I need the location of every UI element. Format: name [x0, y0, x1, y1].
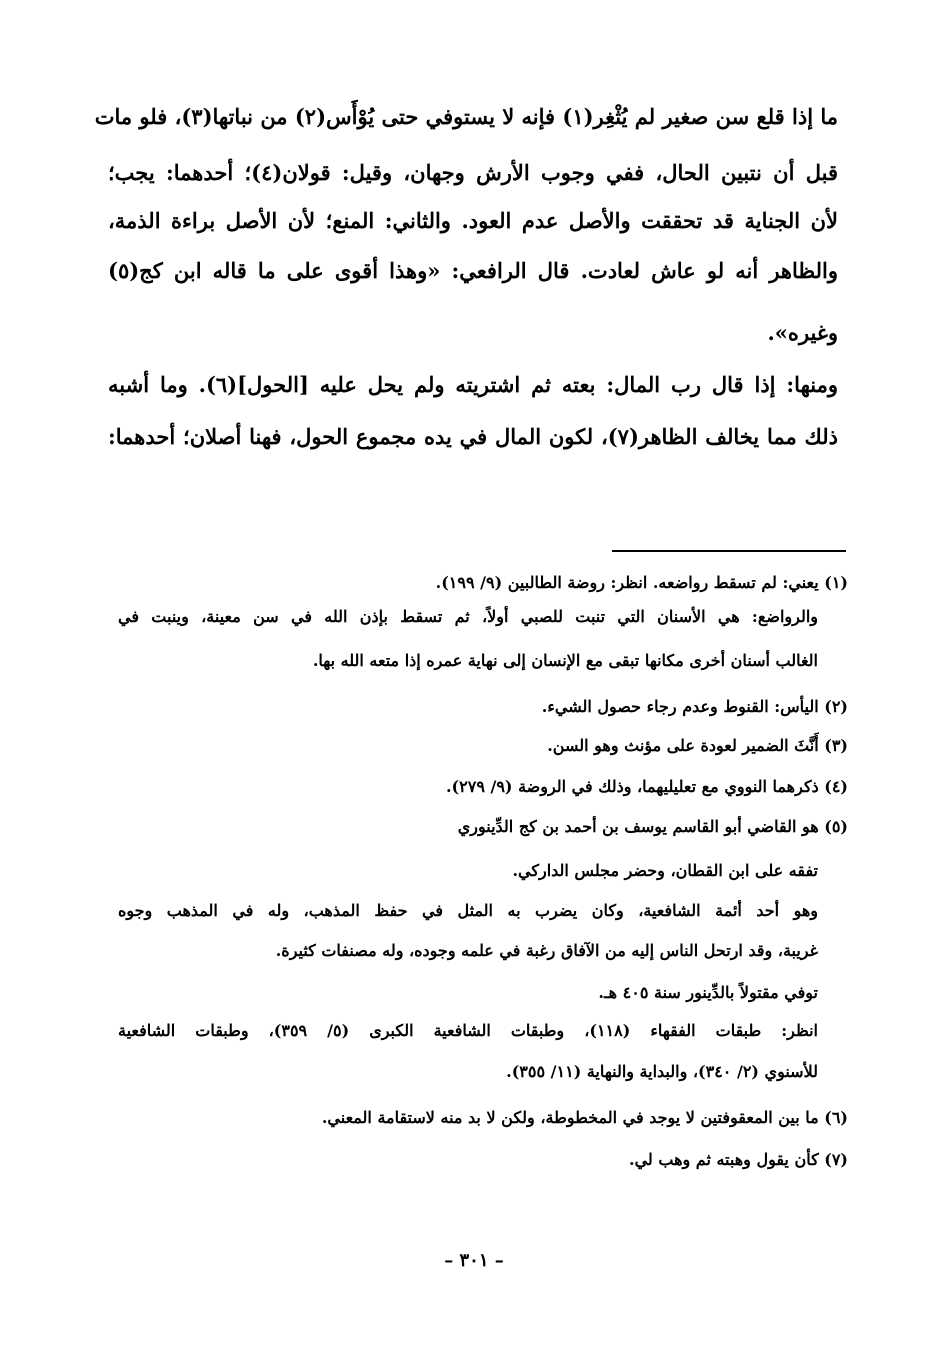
footnote-5-line-2: تفقه على ابن القطان، وحضر مجلس الداركي.: [512, 861, 818, 880]
footnote-5-line-4: غريبة، وقد ارتحل الناس إليه من الآفاق رغبة في علمه وجوده، وله مصنفات كثيرة.: [275, 941, 818, 960]
footnote-5-line-5: توفي مقتولاً بالدِّينور سنة ٤٠٥ هـ.: [598, 983, 818, 1002]
footnote-1-line-2: والرواضع: هي الأسنان التي تنبت للصبي أولاً، ثم تسقط بإذن الله في سن معينة، وينبت في: [118, 607, 818, 626]
footnote-1-line-3: الغالب أسنان أخرى مكانها تبقى مع الإنسان إلى نهاية عمره إذا متعه الله بها.: [312, 651, 818, 670]
body-line-3: لأن الجناية قد تحققت والأصل عدم العود. والثاني: المنع؛ لأن الأصل براءة الذمة،: [108, 208, 838, 233]
footnote-7: (٧) كأن يقول وهبته ثم وهب لي.: [629, 1150, 848, 1169]
body-line-5: وغيره».: [767, 320, 838, 345]
body-line-7: ذلك مما يخالف الظاهر(٧)، لكون المال في يده مجموع الحول، فهنا أصلان؛ أحدهما:: [108, 424, 839, 449]
footnote-3: (٣) أَنَّثَ الضمير لعودة على مؤنث وهو السن.: [547, 736, 848, 755]
footnote-5-line-7: للأسنوي (٢/ ٣٤٠)، والبداية والنهاية (١١/ ٣٥٥).: [506, 1062, 818, 1081]
footnote-5: (٥) هو القاضي أبو القاسم يوسف بن أحمد بن كج الدِّينوري: [457, 817, 848, 836]
body-line-4: والظاهر أنه لو عاش لعادت. قال الرافعي: «وهذا أقوى على ما قاله ابن كج(٥): [108, 258, 838, 283]
footnote-5-line-6: انظر: طبقات الفقهاء (١١٨)، وطبقات الشافعية الكبرى (٥/ ٣٥٩)، وطبقات الشافعية: [118, 1021, 819, 1040]
body-line-6: ومنها: إذا قال رب المال: بعته ثم اشتريته ولم يحل عليه [الحول](٦). وما أشبه: [108, 372, 838, 397]
page-number: – ٣٠١ –: [444, 1250, 504, 1271]
footnote-4: (٤) ذكرهما النووي مع تعليليهما، وذلك في الروضة (٩/ ٢٧٩).: [445, 777, 848, 796]
footnote-5-line-3: وهو أحد أئمة الشافعية، وكان يضرب به المثل في حفظ المذهب، وله في المذهب وجوه: [118, 901, 818, 920]
body-line-2: قبل أن نتبين الحال، ففي وجوب الأرش وجهان، وقيل: قولان(٤)؛ أحدهما: يجب؛: [108, 160, 839, 185]
footnote-6: (٦) ما بين المعقوفتين لا يوجد في المخطوطة، ولكن لا بد منه لاستقامة المعني.: [321, 1108, 848, 1127]
footnote-separator: [612, 550, 846, 552]
footnote-2: (٢) اليأس: القنوط وعدم رجاء حصول الشيء.: [541, 697, 848, 716]
body-line-1: ما إذا قلع سن صغير لم يُثْغِر(١) فإنه لا يستوفي حتى يُوْأَس(٢) من نباتها(٣)، فلو مات: [94, 104, 838, 129]
footnote-1: (١) يعني: لم تسقط رواضعه. انظر: روضة الطالبين (٩/ ١٩٩).: [435, 573, 848, 592]
